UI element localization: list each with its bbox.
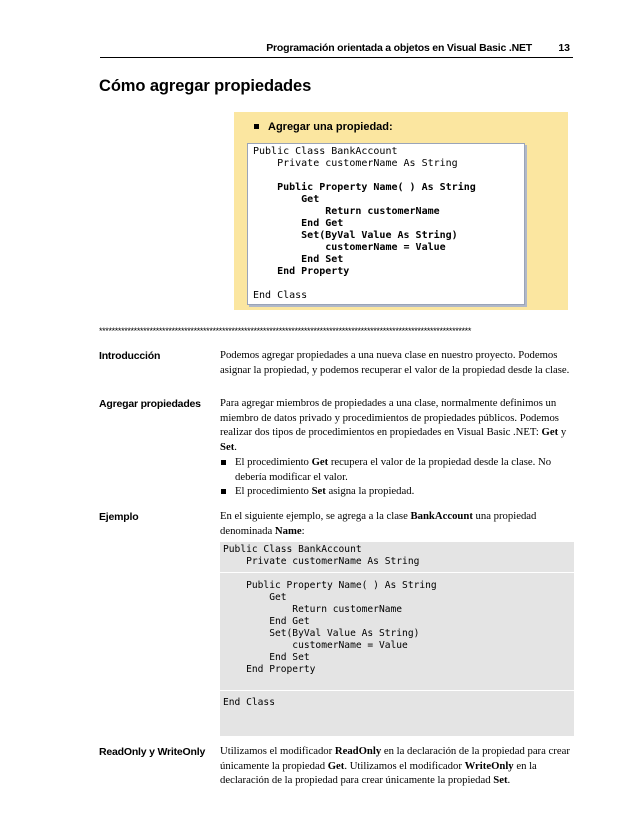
bullet-square-icon (254, 124, 259, 129)
page-header (100, 40, 570, 56)
side-label-readonly-writeonly: ReadOnly y WriteOnly (99, 746, 206, 758)
page-number: 13 (558, 42, 570, 54)
code-line: End Get (223, 616, 310, 627)
list-item-text: El procedimiento Set asigna la propiedad. (235, 485, 415, 497)
slide-code-line: Private customerName As String (253, 158, 458, 169)
list-item-text: El procedimiento Get recupera el valor de la propiedad desde la clase. No debería modificar el valor. (235, 456, 552, 483)
code-line: End Property (223, 664, 316, 675)
slide-code-line: End Set (253, 254, 344, 265)
slide-code-line: Set(ByVal Value As String) (253, 230, 458, 241)
slide-code-line: Public Property Name( ) As String (253, 182, 476, 193)
code-line: Return customerName (223, 604, 403, 615)
code-line: Set(ByVal Value As String) (223, 628, 420, 639)
side-label-example: Ejemplo (99, 511, 139, 523)
separator-stars: ********************************************************************************************************************** (99, 326, 471, 336)
header-title: Programación orientada a objetos en Visual Basic .NET (266, 42, 532, 54)
slide-bullet-text: Agregar una propiedad: (268, 121, 393, 133)
section-title: Cómo agregar propiedades (99, 77, 312, 95)
slide-code-line: End Class (253, 290, 308, 301)
code-line: End Class (223, 697, 275, 708)
slide-code-line: End Get (253, 218, 344, 229)
bullet-square-icon (221, 489, 226, 494)
readonly-paragraph: Utilizamos el modificador ReadOnly en la declaración de la propiedad para crear únicamente la propiedad Get. Utilizamos el modificador WriteOnly en la declaración de la propiedad para crear únicamente la propiedad Set. (220, 745, 570, 787)
example-paragraph: En el siguiente ejemplo, se agrega a la clase BankAccount una propiedad denominada Name: (220, 510, 537, 537)
slide-code-box (247, 143, 525, 305)
code-line: Private customerName As String (223, 556, 420, 567)
example-code-block (220, 542, 574, 736)
code-line: End Set (223, 652, 310, 663)
code-line: customerName = Value (223, 640, 408, 651)
slide-bullet (254, 121, 393, 133)
code-line: Public Class BankAccount (223, 544, 362, 555)
intro-paragraph: Podemos agregar propiedades a una nueva clase en nuestro proyecto. Podemos asignar la propiedad, y podemos recuperar el valor de la propiedad desde la clase. (220, 349, 570, 376)
slide-code-line: customerName = Value (253, 242, 446, 253)
code-separator (220, 572, 574, 573)
slide-code-line: Return customerName (253, 206, 440, 217)
side-label-add-properties: Agregar propiedades (99, 398, 201, 410)
code-line: Get (223, 592, 287, 603)
code-line: Public Property Name( ) As String (223, 580, 437, 591)
header-rule (100, 57, 573, 58)
slide-code-line: End Property (253, 266, 350, 277)
slide-code-line: Public Class BankAccount (253, 146, 398, 157)
bullet-square-icon (221, 460, 226, 465)
add-properties-paragraph: Para agregar miembros de propiedades a una clase, normalmente definimos un miembro de datos privado y procedimientos de propiedades públicos. Podemos realizar dos tipos de procedimientos en propiedades en Visual Basic .NET: Get y Set. (220, 397, 567, 453)
slide-graphic (234, 112, 568, 310)
slide-code-line: Get (253, 194, 320, 205)
side-label-intro: Introducción (99, 350, 161, 362)
code-separator (220, 690, 574, 691)
